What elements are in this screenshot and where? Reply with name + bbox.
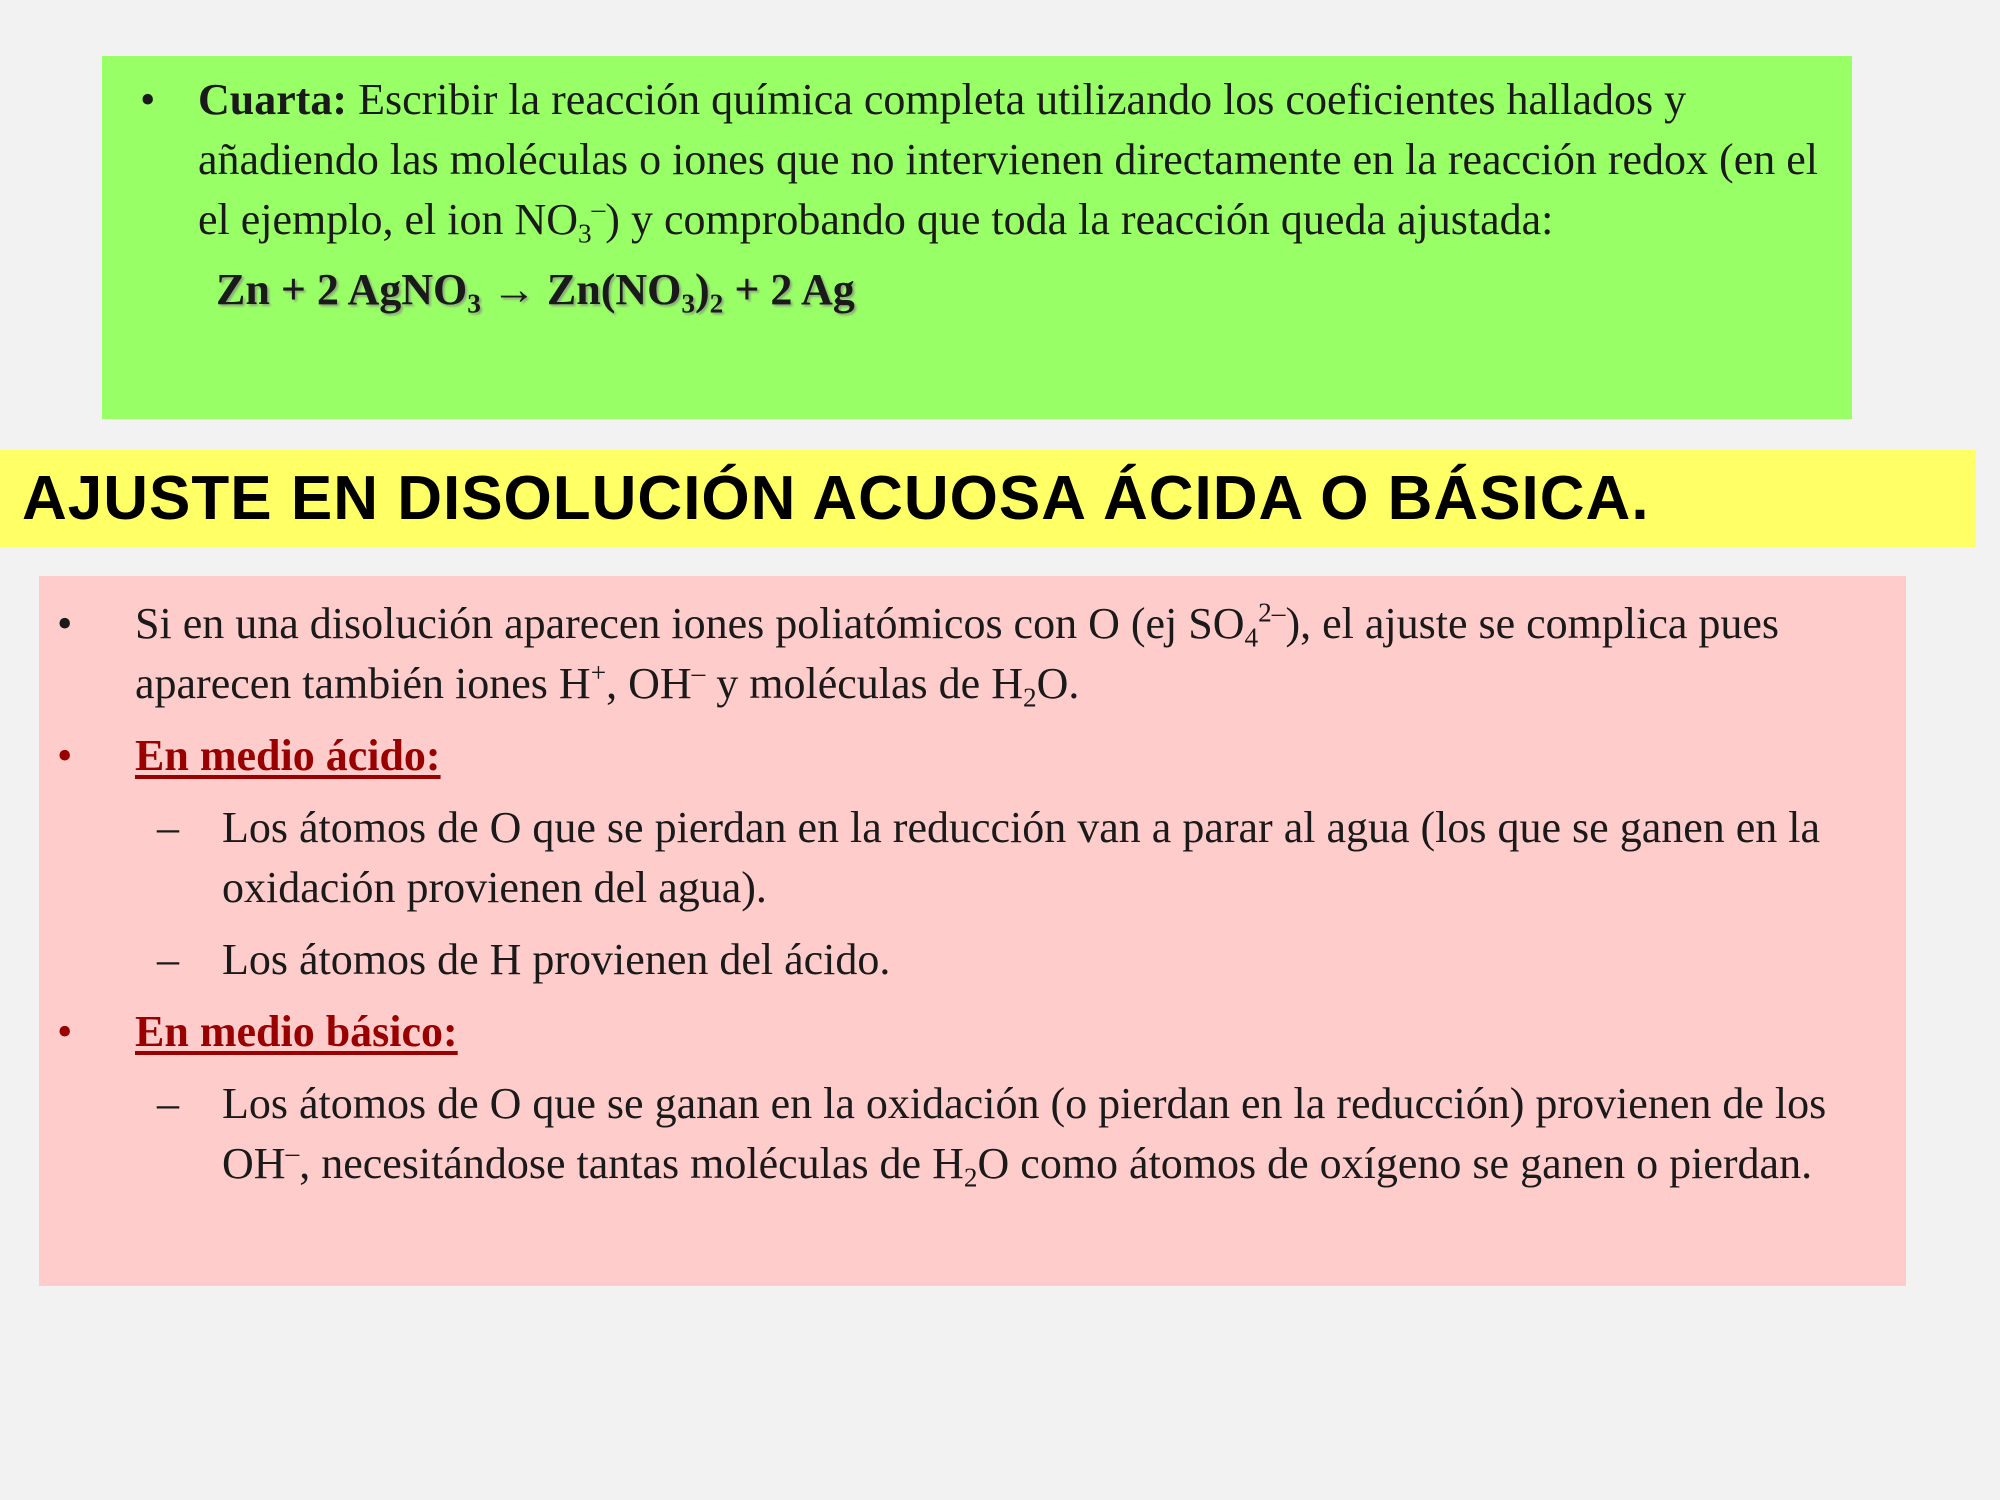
acid-item-text: Los átomos de O que se pierdan en la reducción van a parar al agua (los que se ganen en la oxidación provienen del agua). <box>222 803 1821 912</box>
basic-item-text <box>222 1074 1886 1194</box>
equation-part: + 2 Ag <box>723 265 855 314</box>
dash-bullet: – <box>157 803 179 852</box>
bullet: • <box>140 75 156 124</box>
acid-heading: En medio ácido: <box>135 731 441 780</box>
basic-heading-item <box>39 1002 1886 1062</box>
step-four-item <box>120 70 1832 250</box>
subscript: 2 <box>963 1162 978 1193</box>
acid-base-box <box>39 576 1906 1286</box>
subscript: 2 <box>709 288 724 319</box>
subscript: 3 <box>681 288 696 319</box>
step-four-text-part: Escribir la reacción química completa utilizando los coeficientes hallados y añadiendo las moléculas o iones que no intervienen directamente en la reacción redox (en el el ejemplo, el ion NO <box>198 75 1818 244</box>
step-four-box <box>102 56 1852 419</box>
basic-heading: En medio básico: <box>135 1007 458 1056</box>
dash-bullet: – <box>157 1079 179 1128</box>
acid-item <box>39 798 1886 918</box>
superscript: – <box>285 1137 300 1168</box>
superscript: – <box>691 657 706 688</box>
bullet: • <box>57 731 73 780</box>
bullet: • <box>57 1007 73 1056</box>
intro-item <box>39 594 1886 714</box>
dash-bullet: – <box>157 935 179 984</box>
intro-text-part: Si en una disolución aparecen iones poliatómicos con O (ej SO <box>135 599 1245 648</box>
reaction-arrow: → <box>480 265 547 314</box>
bullet: • <box>57 599 73 648</box>
basic-item <box>39 1074 1886 1194</box>
equation-part: Zn(NO <box>546 265 682 314</box>
basic-text-part: Los átomos de O que se ganan en la oxidación (o pierdan en la reducción) provienen de los OH <box>222 1079 1827 1188</box>
superscript: 2– <box>1258 597 1286 628</box>
basic-text-part: O como átomos de oxígeno se ganen o pierdan. <box>977 1139 1813 1188</box>
balanced-equation <box>216 264 1832 319</box>
step-four-lead: Cuarta: <box>198 75 348 124</box>
subscript: 4 <box>1244 622 1259 653</box>
step-four-text-part: ) y comprobando que toda la reacción queda ajustada: <box>605 195 1554 244</box>
superscript: – <box>591 193 606 224</box>
subscript: 3 <box>467 288 481 319</box>
acid-item <box>39 930 1886 990</box>
intro-text <box>135 594 1886 714</box>
basic-text-part: , necesitándose tantas moléculas de H <box>299 1139 964 1188</box>
intro-text-part: y moléculas de H <box>705 659 1023 708</box>
superscript: + <box>590 657 607 688</box>
equation-part: Zn + 2 AgNO <box>216 265 468 314</box>
step-four-text <box>198 70 1832 250</box>
equation-part: ) <box>695 265 710 314</box>
subscript: 2 <box>1022 682 1037 713</box>
title-banner <box>0 450 1976 547</box>
acid-item-text: Los átomos de H provienen del ácido. <box>222 935 891 984</box>
acid-heading-item <box>39 726 1886 786</box>
intro-text-part: , OH <box>606 659 692 708</box>
slide-title: AJUSTE EN DISOLUCIÓN ACUOSA ÁCIDA O BÁSICA. <box>22 464 1650 533</box>
intro-text-part: ), el ajuste se complica pues aparecen también iones H <box>135 599 1780 708</box>
subscript: 3 <box>578 218 592 249</box>
intro-text-part: O. <box>1036 659 1080 708</box>
